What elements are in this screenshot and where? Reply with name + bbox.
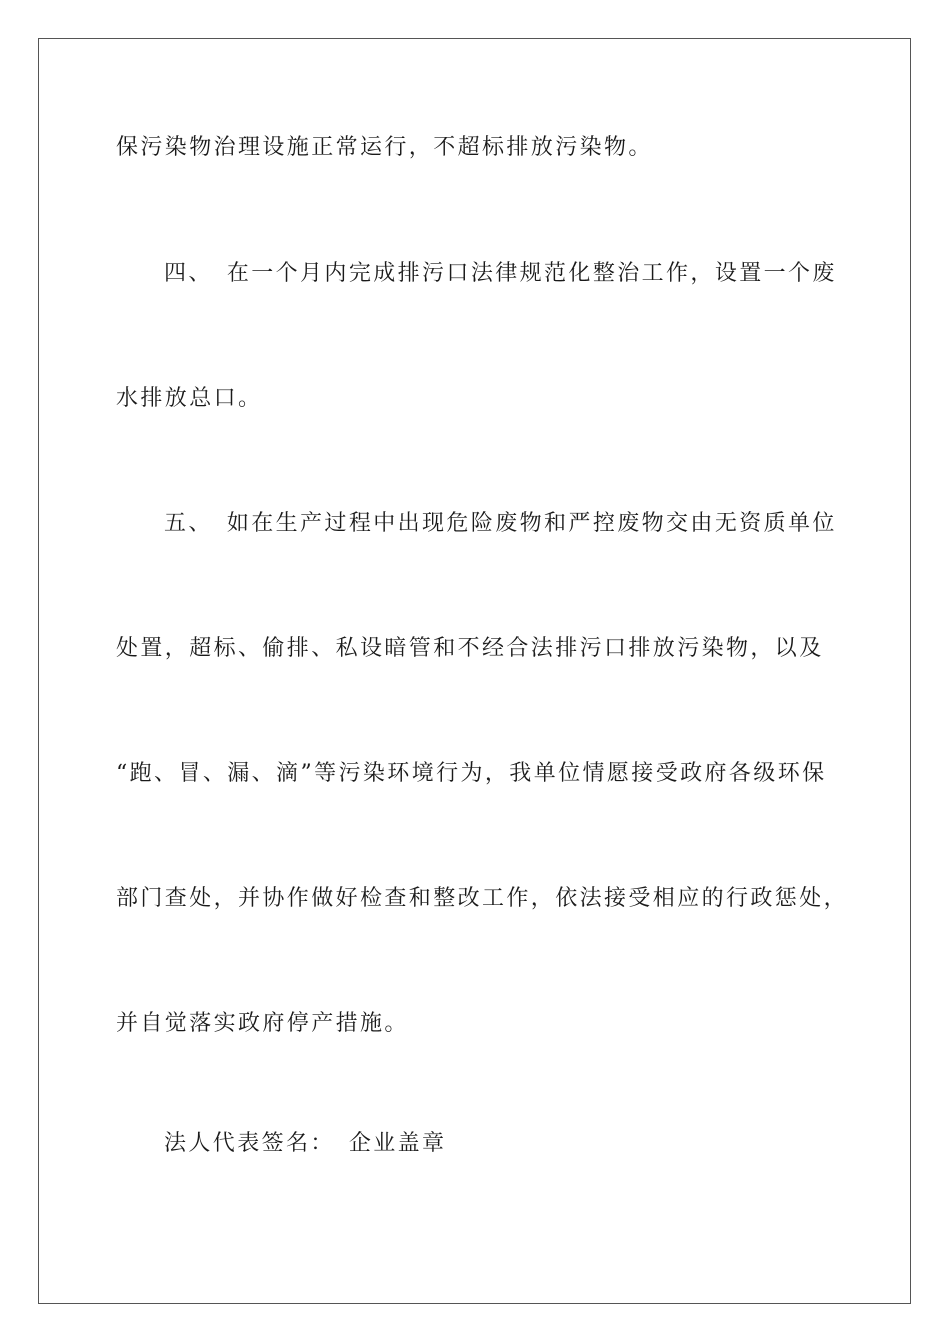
seal-label: 企业盖章 (348, 1131, 447, 1156)
paragraph-line-1: 保污染物治理设施正常运行，不超标排放污染物。 (116, 135, 653, 160)
item-five-line-4: 部门查处，并协作做好检查和整改工作，依法接受相应的行政惩处， (116, 886, 849, 911)
item-five-line-2: 处置，超标、偷排、私设暗管和不经合法排污口排放污染物，以及 (116, 636, 824, 661)
item-five-line-5: 并自觉落实政府停产措施。 (116, 1011, 409, 1036)
item-five-number: 五、 (164, 511, 213, 536)
item-four-text: 在一个月内完成排污口法律规范化整治工作，设置一个废 (226, 261, 837, 286)
item-five-line-3: “跑、冒、漏、滴”等污染环境行为，我单位情愿接受政府各级环保 (116, 761, 827, 786)
page-border (38, 38, 911, 1304)
signature-line (164, 1129, 446, 1159)
item-five-line-1 (164, 509, 837, 539)
item-four-line-2: 水排放总口。 (116, 386, 263, 411)
signature-label: 法人代表签名： (164, 1131, 335, 1156)
item-four-line-1 (164, 259, 837, 289)
item-four-number: 四、 (164, 261, 213, 286)
item-five-text: 如在生产过程中出现危险废物和严控废物交由无资质单位 (226, 511, 837, 536)
